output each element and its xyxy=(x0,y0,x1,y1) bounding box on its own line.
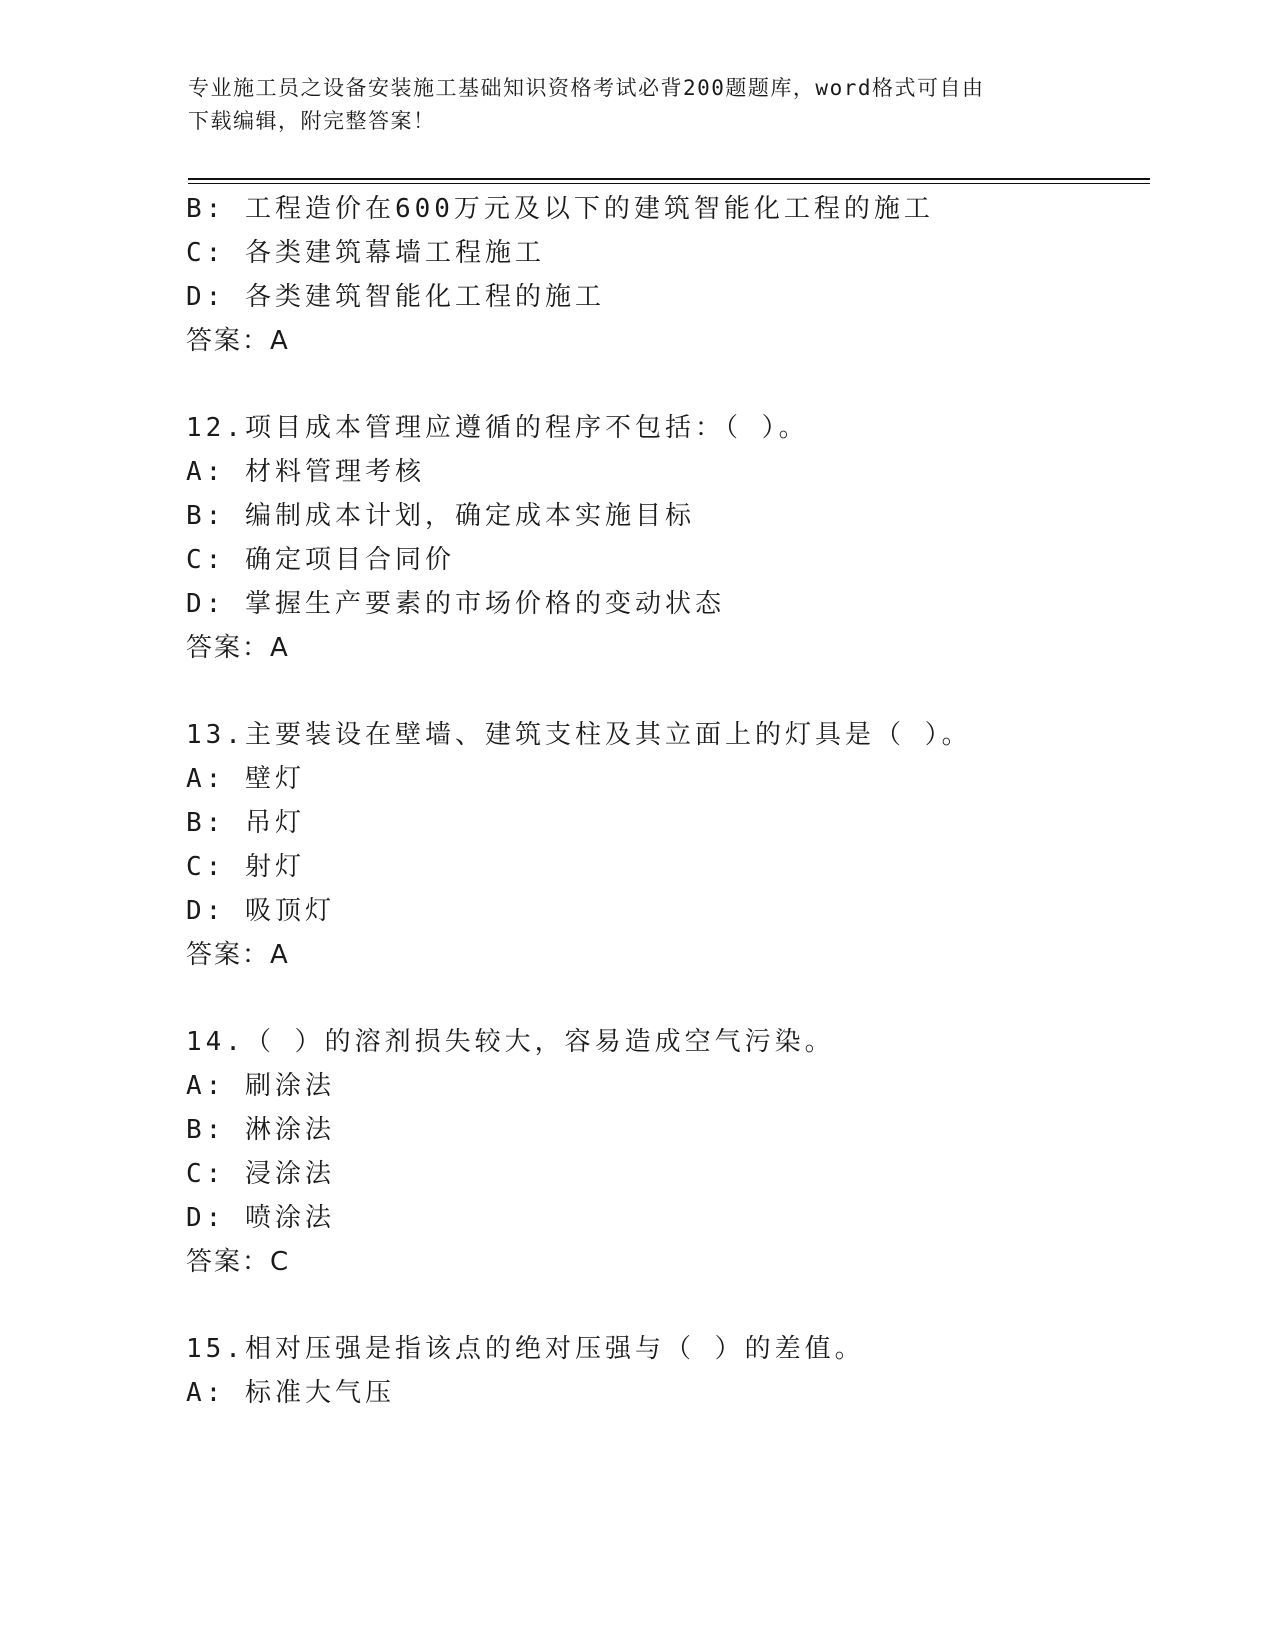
q11-option-d: D: 各类建筑智能化工程的施工 xyxy=(186,282,605,312)
header-divider-thin xyxy=(188,183,1150,184)
q12-answer: 答案：A xyxy=(186,633,290,663)
q14-option-a: A: 刷涂法 xyxy=(186,1071,335,1101)
q13-option-a: A: 壁灯 xyxy=(186,764,305,794)
header-line-2: 下载编辑，附完整答案！ xyxy=(188,109,436,133)
document-header xyxy=(188,72,1068,138)
q13-option-d: D: 吸顶灯 xyxy=(186,896,335,926)
q12-question: 12.项目成本管理应遵循的程序不包括：（ ）。 xyxy=(186,413,809,443)
header-divider-thick xyxy=(188,178,1150,180)
q14-option-d: D: 喷涂法 xyxy=(186,1203,335,1233)
q11-answer: 答案：A xyxy=(186,326,290,356)
q12-option-d: D: 掌握生产要素的市场价格的变动状态 xyxy=(186,589,725,619)
q14-option-c: C: 浸涂法 xyxy=(186,1159,335,1189)
q11-option-b: B: 工程造价在600万元及以下的建筑智能化工程的施工 xyxy=(186,194,934,224)
q13-option-b: B: 吊灯 xyxy=(186,808,305,838)
q14-option-b: B: 淋涂法 xyxy=(186,1115,335,1145)
q14-question: 14.（ ）的溶剂损失较大，容易造成空气污染。 xyxy=(186,1027,835,1057)
q14-answer: 答案：C xyxy=(186,1247,291,1277)
q15-option-a: A: 标准大气压 xyxy=(186,1378,395,1408)
q12-option-b: B: 编制成本计划，确定成本实施目标 xyxy=(186,501,695,531)
q12-option-a: A: 材料管理考核 xyxy=(186,457,425,487)
q15-question: 15.相对压强是指该点的绝对压强与（ ）的差值。 xyxy=(186,1334,865,1364)
header-line-1: 专业施工员之设备安装施工基础知识资格考试必背200题题库，word格式可自由 xyxy=(188,76,985,100)
q11-option-c: C: 各类建筑幕墙工程施工 xyxy=(186,238,545,268)
q13-option-c: C: 射灯 xyxy=(186,852,305,882)
q13-answer: 答案：A xyxy=(186,940,290,970)
q13-question: 13.主要装设在壁墙、建筑支柱及其立面上的灯具是（ ）。 xyxy=(186,720,972,750)
q12-option-c: C: 确定项目合同价 xyxy=(186,545,455,575)
